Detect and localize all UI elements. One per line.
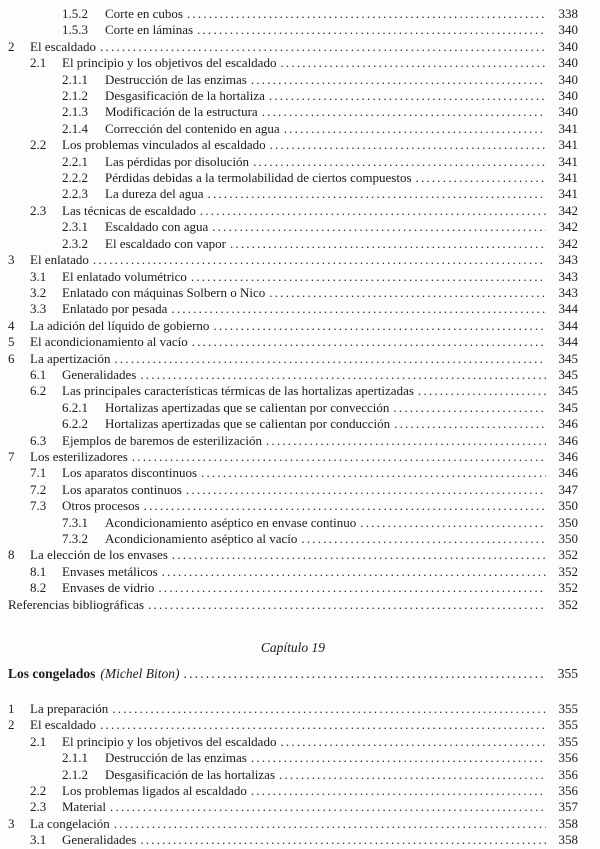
toc-entry-page: 356 [558,766,578,782]
toc-entry [8,465,578,481]
dot-leader [162,564,546,580]
dot-leader [192,334,546,350]
toc-entry-number: 6.1 [30,366,47,382]
toc-entry-title: Hortalizas apertizadas que se calientan por conducción [105,416,391,432]
toc-entry-page: 346 [558,465,578,481]
toc-entry [8,580,578,596]
toc-entry [8,734,578,750]
toc-entry-number: 6.2.2 [62,416,88,432]
toc-entry-title: Modificación de la estructura [105,104,258,120]
toc-entry-page: 358 [558,815,578,831]
toc-entry [8,219,578,235]
toc-entry-title: El acondicionamiento al vacío [30,334,188,350]
toc-entry-title: Corte en cubos [105,6,183,21]
dot-leader [110,799,546,815]
toc-entry-page: 352 [558,596,578,612]
toc-entry-number: 3 [8,815,15,831]
dot-leader [251,783,546,799]
toc-entry [8,416,578,432]
dot-leader [360,515,546,531]
toc-entry [8,203,578,219]
toc-entry-number: 2.2 [30,783,47,799]
toc-entry-title: Corrección del contenido en agua [105,120,280,136]
dot-leader [100,39,546,55]
toc-entry-title: Las técnicas de escaldado [62,202,196,218]
dot-leader [201,465,546,481]
toc-entry-page: 356 [558,750,578,766]
toc-entry-number: 1.5.3 [62,22,88,38]
toc-entry-page: 343 [558,252,578,268]
dot-leader [112,701,546,717]
toc-entry-number: 3.3 [30,301,47,317]
dot-leader [269,285,546,301]
toc-entry-title: El escaldado [30,38,97,54]
chapter-author: (Michel Biton) [100,666,180,682]
toc-entry-title: Los problemas vinculados al escaldado [62,137,266,153]
toc-entry-title: La adición del líquido de gobierno [30,317,210,333]
toc-entry-page: 355 [558,733,578,749]
toc-entry-title: La preparación [30,701,109,717]
toc-entry-number: 7 [8,448,15,464]
toc-entry-number: 1.5.2 [62,6,88,21]
toc-entry-title: El principio y los objetivos del escaldado [62,733,277,749]
toc-entry-page: 346 [558,432,578,448]
toc-entry-title: Ejemplos de baremos de esterilización [62,432,262,448]
toc-entry-page: 341 [558,186,578,202]
dot-leader [213,318,546,334]
toc-block-previous-chapter [8,6,578,613]
toc-entry-page: 344 [558,334,578,350]
toc-entry-number: 2.1.1 [62,750,88,766]
dot-leader [171,301,546,317]
toc-entry-title: El escaldado [30,717,97,733]
toc-entry-title: Otros procesos [62,498,140,514]
toc-entry-page: 352 [558,563,578,579]
dot-leader [114,351,546,367]
toc-entry-title: Destrucción de las enzimas [105,71,247,87]
toc-entry [8,351,578,367]
dot-leader [251,72,546,88]
toc-entry-title: Enlatado por pesada [62,301,168,317]
toc-entry [8,186,578,202]
toc-entry [8,285,578,301]
toc-entry-page: 343 [558,268,578,284]
toc-entry [8,334,578,350]
dot-leader [100,717,546,733]
toc-entry [8,531,578,547]
toc-entry-title: Las principales características térmicas de las hortalizas apertizadas [62,383,414,399]
toc-entry-number: 2.1 [30,733,47,749]
dot-leader [251,750,546,766]
toc-entry-title: El enlatado [30,252,89,268]
chapter-heading: Capítulo 19 [260,640,326,656]
dot-leader [266,433,546,449]
toc-entry-page: 350 [558,531,578,546]
toc-entry-number: 2.3 [30,799,47,815]
toc-entry-number: 3 [8,252,15,268]
toc-entry [8,55,578,71]
toc-entry [8,318,578,334]
toc-entry-page: 357 [558,799,578,815]
chapter-title-row [8,665,578,683]
toc-entry-page: 342 [558,202,578,218]
toc-entry-title: Material [62,799,107,815]
toc-entry-title: Hortalizas apertizadas que se calientan por convección [105,399,390,415]
toc-entry-title: Envases de vidrio [62,580,155,596]
toc-entry-number: 5 [8,334,15,350]
toc-entry-page: 350 [558,514,578,530]
toc-entry-title: Acondicionamiento aséptico en envase continuo [105,514,357,530]
dot-leader [187,6,546,22]
toc-entry-number: 2.3.2 [62,235,88,251]
toc-entry-title: Los aparatos continuos [62,481,182,497]
toc-entry [8,750,578,766]
toc-entry-title: La dureza del agua [105,186,204,202]
toc-entry-number: 6.3 [30,432,47,448]
dot-leader [253,154,546,170]
toc-entry [8,498,578,514]
toc-entry-number: 2.2.1 [62,153,88,169]
toc-entry-page: 340 [558,55,578,71]
toc-entry [8,832,578,848]
toc-entry-title: Envases metálicos [62,563,158,579]
toc-entry-page: 345 [558,366,578,382]
chapter-title: Los congelados [8,666,96,682]
dot-leader [148,597,546,613]
toc-entry [8,236,578,252]
toc-entry-title: Enlatado con máquinas Solbern o Nico [62,284,266,300]
toc-entry-number: 1 [8,701,15,717]
toc-entry [8,701,578,717]
toc-entry-title: Desgasificación de las hortalizas [105,766,276,782]
chapter-page-number: 355 [557,666,578,682]
toc-entry-page: 345 [558,383,578,399]
toc-entry [8,400,578,416]
dot-leader [158,580,546,596]
toc-entry-number: 2.1.1 [62,71,88,87]
toc-entry-title: Generalidades [62,366,137,382]
toc-entry [8,383,578,399]
toc-entry-number: 8.2 [30,580,47,596]
toc-entry [8,72,578,88]
dot-leader [416,170,547,186]
toc-entry [8,783,578,799]
dot-leader [184,665,547,683]
toc-entry-title: Desgasificación de la hortaliza [105,88,265,104]
dot-leader [270,137,546,153]
toc-entry-title: Los problemas ligados al escaldado [62,783,247,799]
toc-entry-number: 6.2.1 [62,399,88,415]
toc-entry-title: El principio y los objetivos del escaldado [62,55,277,71]
toc-entry-page: 344 [558,301,578,317]
toc-entry [8,767,578,783]
dot-leader [208,186,546,202]
toc-entry-page: 341 [558,120,578,136]
toc-entry-number: 3.2 [30,284,47,300]
dot-leader [144,498,546,514]
toc-entry-number: 2.1.4 [62,120,88,136]
toc-entry-number: 2 [8,38,15,54]
dot-leader [93,252,546,268]
toc-entry-title: Destrucción de las enzimas [105,750,247,766]
toc-entry [8,137,578,153]
toc-entry-title: Acondicionamiento aséptico al vacío [105,531,298,546]
toc-entry [8,515,578,531]
toc-entry-number: 7.1 [30,465,47,481]
toc-entry-number: 2.3.1 [62,219,88,235]
toc-entry [8,252,578,268]
toc-entry-title: La apertización [30,350,111,366]
toc-entry-number: 4 [8,317,15,333]
toc-entry-page: 340 [558,71,578,87]
toc-entry-page: 338 [558,6,578,21]
toc-entry-page: 340 [558,88,578,104]
toc-entry [8,816,578,832]
dot-leader [140,832,546,848]
toc-entry-page: 341 [558,137,578,153]
toc-entry-number: 2.2.2 [62,170,88,186]
toc-entry-number: 6 [8,350,15,366]
toc-entry-number: 2.2.3 [62,186,88,202]
toc-entry [8,170,578,186]
dot-leader [191,269,546,285]
toc-entry-page: 342 [558,235,578,251]
toc-entry [8,547,578,563]
toc-entry-number: 7.3 [30,498,47,514]
toc-entry [8,597,578,613]
toc-entry [8,449,578,465]
dot-leader [418,383,546,399]
toc-entry-page: 355 [558,717,578,733]
dot-leader [393,400,546,416]
dot-leader [280,55,546,71]
toc-entry [8,799,578,815]
toc-entry [8,367,578,383]
dot-leader [280,734,546,750]
dot-leader [186,482,546,498]
toc-entry [8,88,578,104]
toc-entry-title: Las pérdidas por disolución [105,153,250,169]
toc-entry-number: 3.1 [30,832,47,848]
toc-entry-page: 341 [558,170,578,186]
toc-entry [8,22,578,38]
toc-entry-number: 2.1.3 [62,104,88,120]
toc-entry [8,433,578,449]
toc-entry-title: Escaldado con agua [105,219,209,235]
toc-entry-page: 356 [558,783,578,799]
toc-entry-number: 3.1 [30,268,47,284]
toc-entry-page: 345 [558,399,578,415]
dot-leader [132,449,546,465]
toc-entry [8,6,578,22]
dot-leader [230,236,546,252]
toc-entry-title: Corte en láminas [105,22,194,38]
toc-entry [8,301,578,317]
toc-entry-title: Referencias bibliográficas [8,596,145,612]
toc-entry-number: 8.1 [30,563,47,579]
dot-leader [212,219,546,235]
toc-entry-number: 2.3 [30,202,47,218]
toc-entry-number: 7.2 [30,481,47,497]
toc-entry-title: El escaldado con vapor [105,235,226,251]
toc-entry-number: 2.1 [30,55,47,71]
toc-entry-title: La elección de los envases [30,547,168,563]
dot-leader [197,22,546,38]
toc-entry-page: 344 [558,317,578,333]
dot-leader [394,416,546,432]
toc-entry [8,39,578,55]
toc-entry-number: 7.3.2 [62,531,88,546]
toc-entry-page: 343 [558,284,578,300]
toc-entry-number: 2.1.2 [62,766,88,782]
chapter-heading-block [8,639,578,683]
dot-leader [140,367,546,383]
toc-entry [8,104,578,120]
dot-leader [200,203,546,219]
toc-entry [8,121,578,137]
dot-leader [262,104,546,120]
toc-entry-title: Los aparatos discontinuos [62,465,198,481]
toc-entry-page: 358 [558,832,578,848]
toc-entry-number: 2.1.2 [62,88,88,104]
toc-entry-title: Generalidades [62,832,137,848]
toc-entry-page: 340 [558,104,578,120]
dot-leader [172,547,546,563]
toc-entry-title: Pérdidas debidas a la termolabilidad de ciertos compuestos [105,170,412,186]
toc-entry-page: 355 [558,701,578,717]
toc-entry-number: 2.2 [30,137,47,153]
toc-entry-page: 346 [558,416,578,432]
toc-entry-number: 6.2 [30,383,47,399]
toc-entry-page: 346 [558,448,578,464]
toc-entry [8,482,578,498]
toc-entry-page: 350 [558,498,578,514]
toc-entry-page: 340 [558,38,578,54]
toc-entry [8,154,578,170]
toc-entry-number: 7.3.1 [62,514,88,530]
toc-entry [8,717,578,733]
toc-entry-page: 347 [558,481,578,497]
toc-entry [8,269,578,285]
toc-block-chapter-19 [8,701,578,849]
dot-leader [301,531,546,547]
toc-entry-title: El enlatado volumétrico [62,268,187,284]
dot-leader [279,767,546,783]
toc-entry-number: 2 [8,717,15,733]
toc-entry-title: Los esterilizadores [30,448,128,464]
toc-entry [8,564,578,580]
toc-entry-page: 345 [558,350,578,366]
toc-entry-page: 341 [558,153,578,169]
toc-entry-page: 340 [558,22,578,38]
toc-entry-page: 342 [558,219,578,235]
dot-leader [269,88,546,104]
toc-entry-title: La congelación [30,815,110,831]
dot-leader [284,121,546,137]
toc-entry-number: 8 [8,547,15,563]
toc-entry-page: 352 [558,580,578,596]
dot-leader [114,816,546,832]
toc-entry-page: 352 [558,547,578,563]
